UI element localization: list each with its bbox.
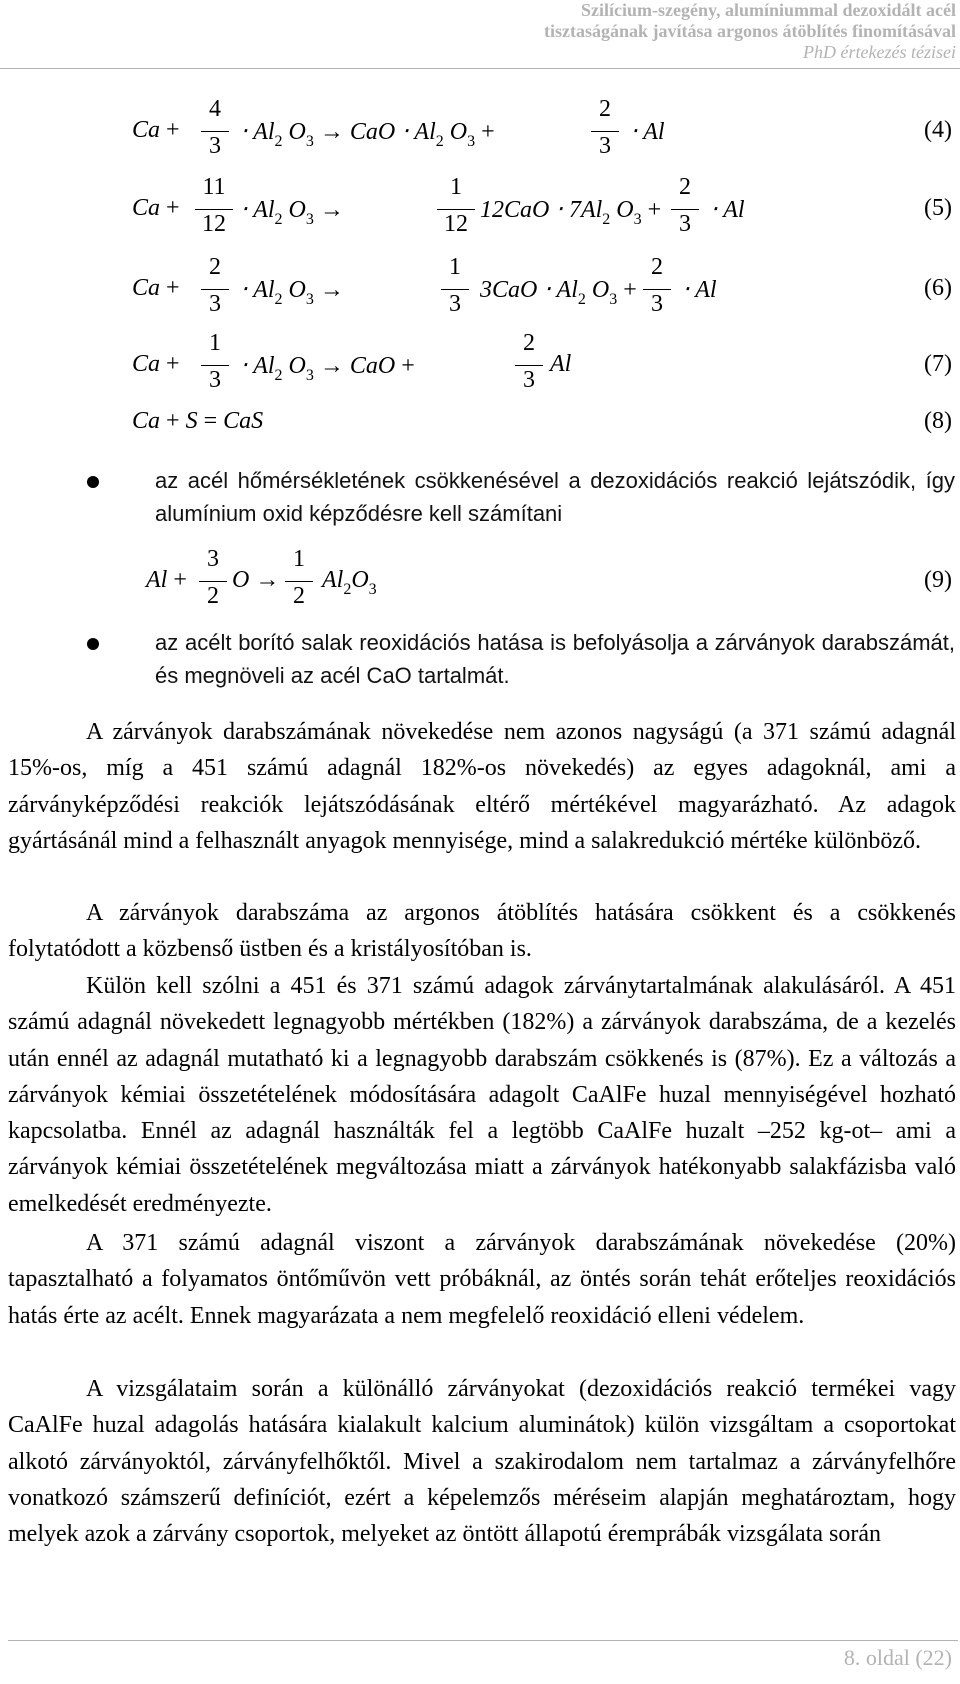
equation-number: (8) [924,408,952,434]
bullet-marker [87,638,99,650]
header-title-line-1: Szilícium-szegény, alumíniummal dezoxidált acél [581,0,956,20]
header-title-line-2: tisztaságának javítása argonos átöblítés finomításával [543,21,956,41]
equation-number: (4) [924,117,952,143]
equation-number: (7) [924,351,952,377]
bullet-text: az acél hőmérsékletének csökkenésével a dezoxidációs reakció lejátszódik, így alumínium oxid képződésre kell számítani [155,468,955,526]
equation-7: Ca + 1 3 ⋅ $Al_2$ $O_3$ → CaO + 2 3 Al [132,330,572,393]
header-divider [0,68,960,69]
footer-divider [8,1640,958,1641]
equation-4: Ca + 4 3 ⋅ $Al_2$ $O_3$ → CaO ⋅ $Al_2$ $O_3$ + 2 3 ⋅ Al [132,96,665,159]
running-header [6,0,956,63]
bullet-text: az acélt borító salak reoxidációs hatása is befolyásolja a zárványok darabszámát, és megnöveli az acél CaO tartalmát. [155,630,955,688]
equation-5: Ca + 11 12 ⋅ $Al_2$ $O_3$ → 1 12 $12CaO \cdot 7Al_2$ $O_3$ + 2 3 ⋅ Al [132,174,745,237]
equation-number: (6) [924,275,952,301]
body-paragraph: A zárványok darabszáma az argonos átöblítés hatására csökkent és a csökkenés folytatódott a közbenső üstben és a kristályosítóban is. [8,900,956,963]
equation-9: Al + 3 2 O → 1 2 $Al_2O_3$ [146,546,377,609]
body-paragraph: A zárványok darabszámának növekedése nem azonos nagyságú (a 371 számú adagnál 15%-os, míg a 451 számú adagnál 182%-os növekedés) az egyes adagoknál, ami a zárványképződési reakciók lejátszódásának eltérő mértékével magyarázható. Az adagok gyártásánál mind a felhasznált anyagok mennyisége, mind a salakredukció mértéke különböző. [8,719,956,854]
body-paragraph: A vizsgálataim során a különálló zárványokat (dezoxidációs reakció termékei vagy CaAlFe huzal adagolás hatására kialakult kalcium aluminátok) külön vizsgáltam a csoportokat alkotó zárványoktól, zárványfelhőktől. Mivel a szakirodalom nem tartalmaz a zárványfelhőre vonatkozó számszerű definíciót, ezért a képelemzős méréseim alapján meghatároztam, hogy melyek azok a zárvány csoportok, melyeket az öntött állapotú éremprábák vizsgálata során [8,1376,956,1548]
header-subtitle: PhD értekezés tézisei [803,42,956,62]
equation-number: (9) [924,567,952,593]
page-number: 8. oldal (22) [843,1645,952,1670]
body-paragraph: A 371 számú adagnál viszont a zárványok darabszámának növekedése (20%) tapasztalható a folyamatos öntőművön vett próbáknál, az öntés során tehát erőteljes reoxidációs hatás érte az acélt. Ennek magyarázata a nem megfelelő reoxidáció elleni védelem. [8,1230,956,1329]
equation-6: Ca + 2 3 ⋅ $Al_2$ $O_3$ → 1 3 $3CaO \cdot Al_2$ $O_3$ + 2 3 ⋅ Al [132,254,717,317]
equation-number: (5) [924,195,952,221]
bullet-marker [87,476,99,488]
body-paragraph: Külön kell szólni a 451 és 371 számú adagok zárványtartalmának alakulásáról. A 451 számú adagnál növekedett legnagyobb mértékben (182%) a zárványok darabszáma, de a kezelés után ennél az adagnál mutatható ki a legnagyobb darabszám csökkenés is (87%). Ez a változás a zárványok kémiai összetételének módosítására adagolt CaAlFe huzal mennyiségével hozható kapcsolatba. Ennél az adagnál használták fel a legtöbb CaAlFe huzalt –252 kg-ot– ami a zárványok kémiai összetételének megváltozása miatt a zárványok hatékonyabb salakfázisba való emelkedését eredményezte. [8,973,956,1217]
equation-8: Ca + S = CaS [132,408,264,434]
